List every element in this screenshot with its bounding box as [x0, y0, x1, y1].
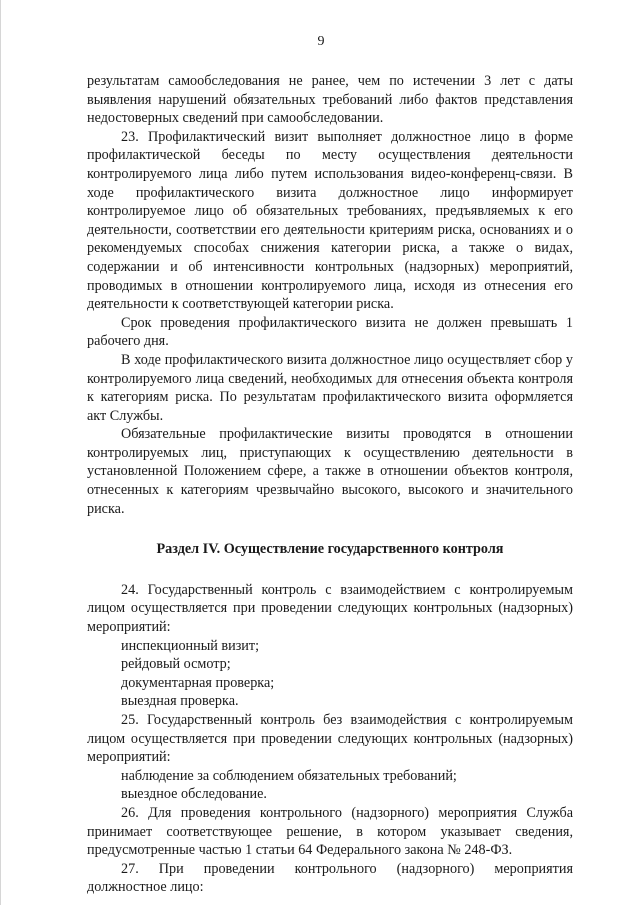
paragraph-item-26: 26. Для проведения контрольного (надзорного) мероприятия Служба принимает соответствующее решение, в котором указывает сведения, предусмотренные частью 1 статьи 64 Федерального закона № 248-ФЗ.	[87, 804, 573, 859]
paragraph-visit-duration: Срок проведения профилактического визита не должен превышать 1 рабочего дня.	[87, 314, 573, 350]
list-item: документарная проверка;	[121, 674, 275, 691]
paragraph-mandatory-visits: Обязательные профилактические визиты проводятся в отношении контролируемых лиц, приступающих к осуществлению деятельности в установленной Положением сфере, а также в отношении объектов контроля, отнесенных к категориям чрезвычайно высокого, высокого и значительного риска.	[87, 426, 573, 517]
list-item: рейдовый осмотр;	[121, 656, 231, 673]
paragraph-item-24: 24. Государственный контроль с взаимодействием с контролируемым лицом осуществляется при проведении следующих контрольных (надзорных) мероприятий:	[87, 581, 573, 636]
page-number: 9	[317, 34, 325, 49]
list-item: выездное обследование.	[121, 786, 267, 803]
section-heading: Раздел IV. Осуществление государственного контроля	[156, 541, 504, 558]
paragraph-item-25: 25. Государственный контроль без взаимодействия с контролируемым лицом осуществляется при проведении следующих контрольных (надзорных) мероприятий:	[87, 712, 573, 766]
item-25-list	[87, 767, 573, 804]
document-body	[87, 72, 573, 897]
paragraph-continuation: результатам самообследования не ранее, чем по истечении 3 лет с даты выявления нарушений обязательных требований либо фактов представления недостоверных сведений при самообследовании.	[87, 73, 573, 127]
paragraph-visit-data-collection: В ходе профилактического визита должностное лицо осуществляет сбор у контролируемого лица сведений, необходимых для отнесения объекта контроля к категориям риска. По результатам профилактического визита оформляется акт Службы.	[87, 351, 573, 424]
list-item: наблюдение за соблюдением обязательных требований;	[121, 767, 457, 784]
paragraph-item-27: 27. При проведении контрольного (надзорного) мероприятия должностное лицо:	[87, 860, 573, 896]
item-24-list	[87, 637, 573, 711]
list-item: выездная проверка.	[121, 693, 239, 710]
paragraph-item-23: 23. Профилактический визит выполняет должностное лицо в форме профилактической беседы по месту осуществления деятельности контролируемого лица либо путем использования видео-конференц-связи. В ходе профилактического визита должностное лицо информирует контролируемое лицо об обязательных требованиях, предъявляемых к его деятельности, соответствии его деятельности критериям риска, основаниях и о рекомендуемых способах снижения категории риска, а также о видах, содержании и об интенсивности контрольных (надзорных) мероприятий, проводимых в отношении контролируемого лица, исходя из отнесения его деятельности к соответствующей категории риска.	[87, 128, 573, 313]
list-item: инспекционный визит;	[121, 637, 260, 654]
